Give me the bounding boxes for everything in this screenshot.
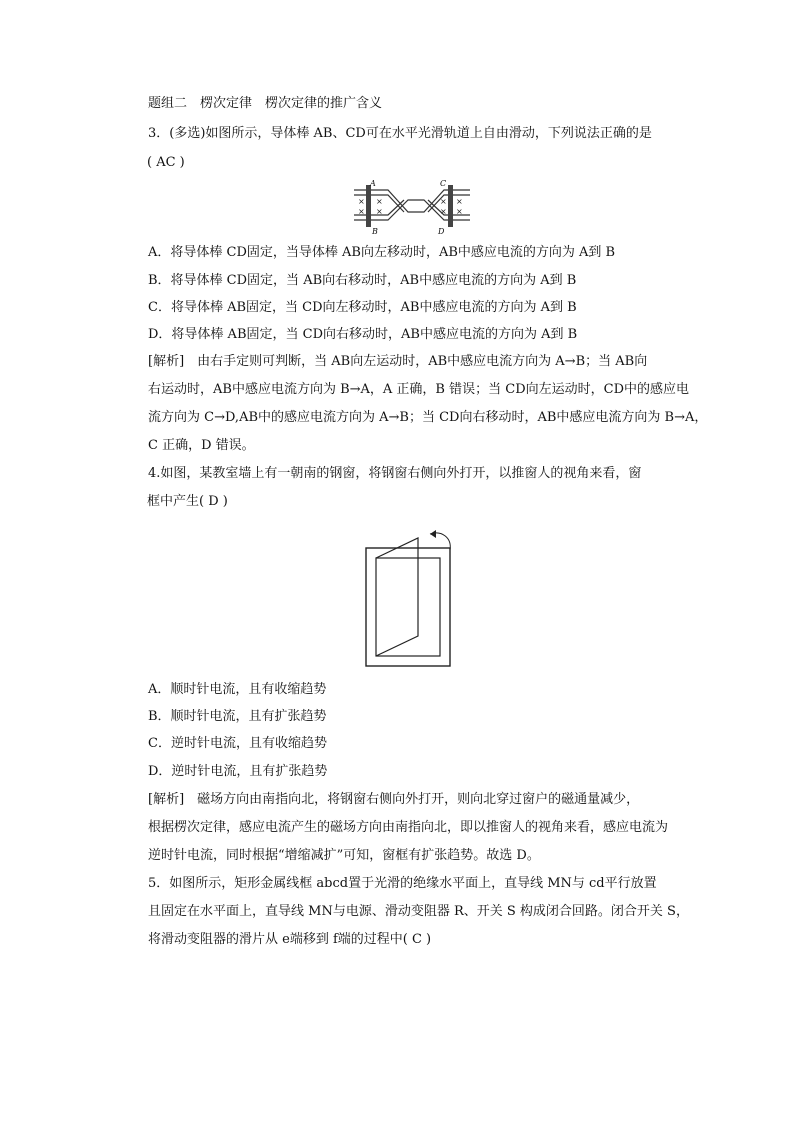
q3-option-d: D．将导体棒 AB固定，当 CD向右移动时，AB中感应电流的方向为 A到 B bbox=[148, 327, 578, 342]
q5-line2: 且固定在水平面上，直导线 MN与电源、滑动变阻器 R、开关 S 构成闭合回路。闭合开关 S， bbox=[148, 904, 689, 919]
q3-analysis-line4: C 正确，D 错误。 bbox=[148, 438, 255, 453]
svg-text:×: × bbox=[376, 197, 383, 206]
q4-analysis-line3: 逆时针电流，同时根据“增缩减扩”可知，窗框有扩张趋势。故选 D。 bbox=[148, 848, 540, 863]
bar-cd bbox=[448, 185, 453, 227]
svg-text:×: × bbox=[440, 197, 447, 206]
arrow-head bbox=[430, 530, 436, 538]
q3-stem-line1: 3．(多选)如图所示，导体棒 AB、CD可在水平光滑轨道上自由滑动，下列说法正确的是 bbox=[148, 126, 652, 141]
label-b: B bbox=[372, 227, 378, 234]
q4-stem-line1: 4.如图，某教室墙上有一朝南的钢窗，将钢窗右侧向外打开，以推窗人的视角来看，窗 bbox=[148, 466, 642, 481]
q5-line1: 5．如图所示，矩形金属线框 abcd置于光滑的绝缘水平面上，直导线 MN与 cd平行放置 bbox=[148, 876, 657, 891]
q4-option-a: A．顺时针电流，且有收缩趋势 bbox=[148, 682, 327, 697]
q4-option-b: B．顺时针电流，且有扩张趋势 bbox=[148, 709, 327, 724]
q4-option-c: C．逆时针电流，且有收缩趋势 bbox=[148, 736, 327, 751]
label-d: D bbox=[438, 227, 445, 234]
svg-text:×: × bbox=[358, 197, 365, 206]
group-heading: 题组二 楞次定律 楞次定律的推广含义 bbox=[148, 96, 383, 111]
q4-analysis-line1: [解析] 磁场方向由南指向北，将钢窗右侧向外打开，则向北穿过窗户的磁通量减少， bbox=[148, 792, 640, 807]
open-window-sash bbox=[376, 538, 418, 656]
q3-stem-line2: ( AC ) bbox=[147, 155, 185, 170]
q4-analysis-line2: 根据楞次定律，感应电流产生的磁场方向由南指向北，即以推窗人的视角来看，感应电流为 bbox=[148, 820, 669, 835]
label-c: C bbox=[440, 180, 447, 188]
q3-rail-figure bbox=[352, 180, 472, 234]
q3-analysis-line1: [解析] 由右手定则可判断，当 AB向左运动时，AB中感应电流方向为 A→B；当 AB向 bbox=[148, 354, 648, 369]
q4-window-figure bbox=[360, 518, 460, 670]
conductor-bars bbox=[366, 185, 453, 227]
q3-analysis-line2: 右运动时，AB中感应电流方向为 B→A，A 正确，B 错误；当 CD向左运动时，CD中的感应电 bbox=[148, 382, 689, 397]
q3-option-c: C．将导体棒 AB固定，当 CD向左移动时，AB中感应电流的方向为 A到 B bbox=[148, 300, 577, 315]
q3-option-a: A．将导体棒 CD固定，当导体棒 AB向左移动时，AB中感应电流的方向为 A到 B bbox=[148, 245, 616, 260]
q4-option-d: D．逆时针电流，且有扩张趋势 bbox=[148, 764, 328, 779]
q4-stem-line2: 框中产生( D ) bbox=[147, 494, 228, 509]
svg-text:×: × bbox=[358, 207, 365, 216]
svg-text:×: × bbox=[456, 197, 463, 206]
window-frame-outer bbox=[366, 548, 450, 666]
q3-analysis-line3: 流方向为 C→D,AB中的感应电流方向为 A→B；当 CD向右移动时，AB中感应电流方向为 B→A， bbox=[148, 410, 708, 425]
q3-option-b: B．将导体棒 CD固定，当 AB向右移动时，AB中感应电流的方向为 A到 B bbox=[148, 273, 577, 288]
bar-ab bbox=[366, 185, 371, 227]
svg-text:×: × bbox=[376, 207, 383, 216]
q5-line3: 将滑动变阻器的滑片从 e端移到 f端的过程中( C ) bbox=[148, 932, 432, 947]
label-a: A bbox=[370, 180, 376, 188]
svg-text:×: × bbox=[456, 207, 463, 216]
svg-text:×: × bbox=[440, 207, 447, 216]
